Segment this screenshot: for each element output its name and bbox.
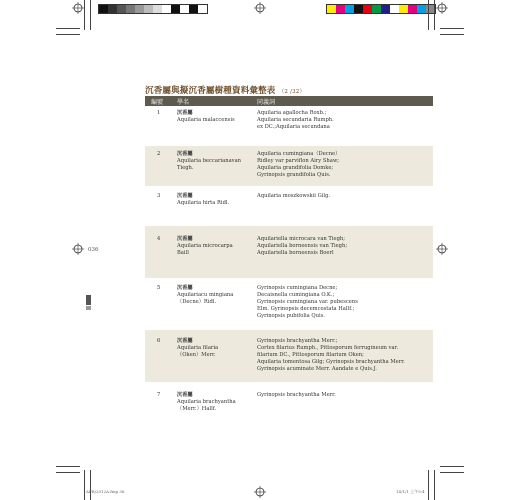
row-synonyms: Gyrinopsis brachyantha Merr.; Cortex filarius Rumph., Pittosporum ferrugineum var. filarium DC., Pittosporum filarium Oken; Aquilaria tomentosa Gilg; Gyrinopsis brachyantha Merr. Gyrinopsis acuminate Merr. Aandate e Quis.J. (257, 338, 405, 372)
row-number: 4 (157, 236, 161, 242)
page-number: 036 (88, 247, 99, 253)
side-tab-marker (86, 306, 91, 310)
crop-mark (56, 28, 80, 29)
row-scientific-name: 沉香屬 Aquilariacu mingiana （Decne）Ridl. (177, 285, 234, 305)
row-number: 2 (157, 151, 161, 157)
registration-mark-icon (72, 243, 84, 255)
color-bar (326, 4, 436, 14)
crop-mark (56, 466, 80, 467)
row-synonyms: Gyrinopsis cumingiana Decne; Decaisnella cumingiana O.K.; Gyrinopsis cumingiana var. pubescens Elm. Gyrinopsis decemcostata Hallf.; Gyrinopsis pubifolia Quis. (257, 285, 358, 319)
registration-mark-icon (72, 2, 84, 14)
table-row (145, 146, 433, 186)
crop-mark (56, 472, 80, 473)
table-row (145, 226, 433, 278)
row-scientific-name: 沉香屬 Aquilaria filaria （Oken）Merr. (177, 338, 219, 358)
row-scientific-name: 沉香屬 Aquilaria hirta Ridl. (177, 193, 230, 206)
row-number: 7 (157, 392, 161, 398)
row-scientific-name: 沉香屬 Aquilaria microcarpa Baill (177, 236, 233, 256)
table-title-note: （2 /32） (278, 89, 306, 95)
row-number: 5 (157, 285, 161, 291)
table-row (145, 330, 433, 382)
row-synonyms: Aquilariella microcara van Tiegh; Aquilariella borneensis van Tiegh; Aquilariella borneensis Boerl (257, 236, 348, 256)
crop-mark (428, 0, 429, 30)
row-synonyms: Aquilaria moszkowskii Gilg. (257, 193, 331, 199)
row-scientific-name: 沉香屬 Aquilaria malaccensis (177, 110, 235, 123)
header-no: 編號 (151, 99, 164, 106)
crop-mark (90, 470, 91, 500)
crop-mark (90, 0, 91, 30)
crop-mark (440, 34, 464, 35)
table-row (145, 278, 433, 328)
crop-mark (84, 470, 85, 500)
crop-mark (84, 0, 85, 30)
registration-mark-icon (436, 243, 448, 255)
grayscale-bar (98, 4, 208, 14)
row-scientific-name: 沉香屬 Aquilaria beccarianavan Tiegh. (177, 151, 242, 171)
table-row (145, 108, 433, 146)
footer-file-info: APR/2012A.fmp 36 (86, 489, 125, 494)
row-number: 6 (157, 338, 161, 344)
crop-mark (434, 0, 435, 30)
row-synonyms: Gyrinopsis brachyantha Merr. (257, 392, 336, 398)
table-title (145, 84, 305, 96)
footer-timestamp: 14/1/1 上午9:4 (396, 489, 425, 494)
table-header (145, 96, 433, 106)
registration-mark-icon (254, 486, 266, 498)
crop-mark (56, 34, 80, 35)
registration-mark-icon (436, 2, 448, 14)
crop-mark (434, 470, 435, 500)
header-sci: 學名 (177, 99, 190, 106)
row-number: 1 (157, 110, 161, 116)
crop-mark (428, 470, 429, 500)
row-synonyms: Aquilaria agallocha Roxb.; Aquilaria secundaria Rumph. ex DC.;Aquilaria secundana (257, 110, 334, 130)
row-synonyms: Aquilaria cumingiana（Decne） Ridley var parviflon Airy Shaw; Aquilaria grandifolia Domke; Gyrinopsis grandifolia Quis. (257, 151, 341, 178)
table-row (145, 384, 433, 418)
crop-mark (440, 466, 464, 467)
side-tab-marker (86, 295, 91, 305)
row-number: 3 (157, 193, 161, 199)
row-scientific-name: 沉香屬 Aquilaria brachyantha （Merr.）Hallf. (177, 392, 236, 412)
table-row (145, 186, 433, 226)
registration-mark-icon (254, 2, 266, 14)
header-syn: 同義詞 (257, 99, 276, 106)
crop-mark (440, 28, 464, 29)
table-title-text: 沉香屬與擬沉香屬樹種資料彙整表 (145, 86, 276, 96)
crop-mark (440, 472, 464, 473)
